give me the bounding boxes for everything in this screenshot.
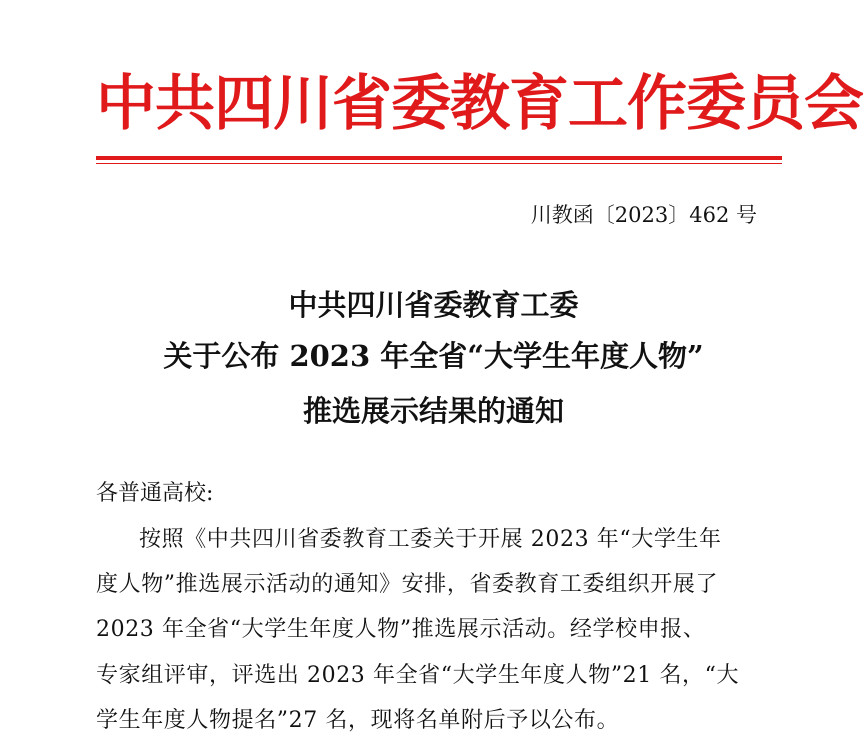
masthead-red-rule-thick	[96, 156, 782, 160]
body-paragraph-line-3: 2023 年全省“大学生年度人物”推选展示活动。经学校申报、	[96, 617, 706, 642]
body-paragraph-line-2: 度人物”推选展示活动的通知》安排，省委教育工委组织开展了	[96, 572, 719, 597]
body-paragraph-line-1: 按照《中共四川省委教育工委关于开展 2023 年“大学生年	[139, 527, 722, 552]
masthead-title: 中共四川省委教育工作委员会	[96, 69, 863, 139]
masthead-red-rule-thin	[96, 163, 782, 164]
document-number: 川教函〔2023〕462 号	[530, 203, 757, 227]
title-line-2: 关于公布 2023 年全省“大学生年度人物”	[163, 339, 704, 373]
body-paragraph-line-5: 学生年度人物提名”27 名，现将名单附后予以公布。	[96, 708, 620, 733]
body-paragraph-line-4: 专家组评审，评选出 2023 年全省“大学生年度人物”21 名，“大	[96, 663, 740, 688]
title-line-3: 推选展示结果的通知	[302, 394, 564, 428]
title-line-1: 中共四川省委教育工委	[288, 288, 579, 322]
salutation: 各普通高校:	[96, 481, 214, 506]
